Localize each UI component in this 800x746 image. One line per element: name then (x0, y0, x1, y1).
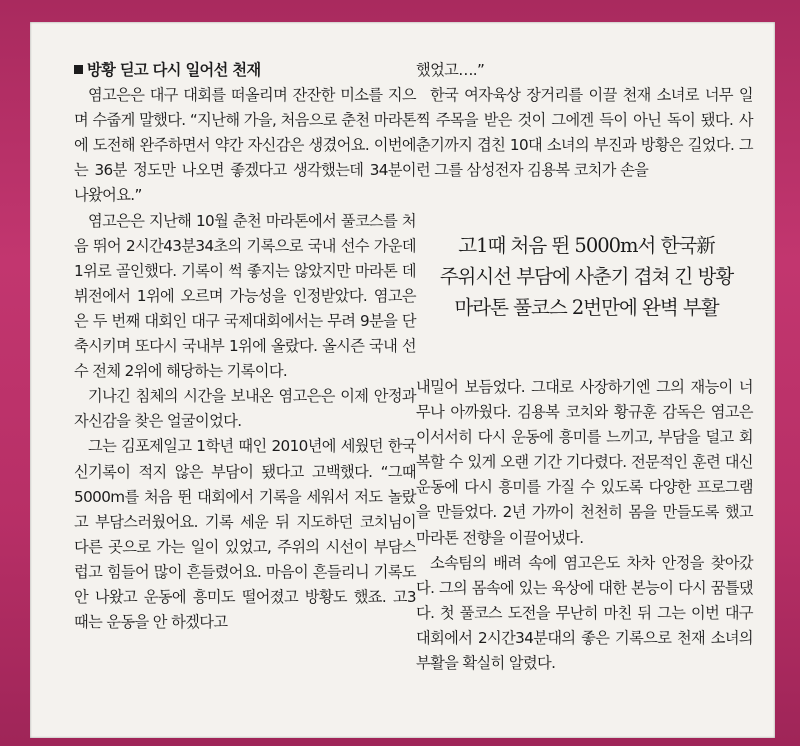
headline-line: 주위시선 부담에 사춘기 겹쳐 긴 방황 (439, 265, 734, 288)
body-paragraph: 기나긴 침체의 시간을 보내온 염고은은 이제 안정과 자신감을 찾은 얼굴이었다. (74, 387, 416, 431)
body-paragraph: 그는 김포제일고 1학년 때인 2010년에 세웠던 한국신기록이 적지 않은 부담이 됐다고 고백했다. “그때 5000m를 처음 뛴 대회에서 기록을 세워서 저도 놀랐고 부담스러웠어요. 기록 세운 뒤 지도하던 코치님이 다른 곳으로 가는 일이 있었고, 주위의 시선이 부담스럽고 힘들어 많이 흔들렸어요. 마음이 흔들리니 기록도 안 나왔고 운동에 흥미도 떨어졌고 방황도 했죠. 고3 때는 운동을 안 하겠다고 (74, 437, 416, 632)
square-bullet-icon (74, 65, 83, 74)
right-column-top (416, 58, 753, 183)
body-paragraph: 소속팀의 배려 속에 염고은도 차차 안정을 찾아갔다. 그의 몸속에 있는 육상에 대한 본능이 다시 꿈틀댔다. 첫 풀코스 도전을 무난히 마친 뒤 그는 이번 대구 대회에서 2시간34분대의 좋은 기록으로 천재 소녀의 부활을 확실히 알렸다. (416, 553, 753, 673)
pull-headline (420, 230, 753, 323)
headline-line: 마라톤 풀코스 2번만에 완벽 부활 (454, 296, 719, 319)
subheading-text: 방황 딛고 다시 일어선 천재 (87, 61, 261, 79)
body-paragraph: 한국 여자육상 장거리를 이끌 천재 소녀로 너무 일찍 주목을 받은 것이 그에겐 득이 아닌 독이 됐다. 사춘기까지 겹친 10대 소녀의 부진과 방황은 길었다. 그런 그를 삼성전자 김용복 코치가 손을 (416, 86, 753, 180)
left-column (74, 58, 416, 635)
body-paragraph: 염고은은 지난해 10월 춘천 마라톤에서 풀코스를 처음 뛰어 2시간43분34초의 기록으로 국내 선수 가운데 1위로 골인했다. 기록이 썩 좋지는 않았지만 마라톤 데뷔전에서 1위에 오르며 가능성을 인정받았다. 염고은은 두 번째 대회인 대구 국제대회에서는 무려 9분을 단축시키며 또다시 국내부 1위에 올랐다. 올시즌 국내 선수 전체 2위에 해당하는 기록이다. (74, 211, 416, 381)
right-column-bottom (416, 375, 753, 676)
body-paragraph: 했었고….” (416, 61, 485, 79)
section-subheading (74, 58, 416, 83)
newspaper-clipping (30, 22, 775, 738)
headline-line: 고1때 처음 뛴 5000m서 한국新 (458, 234, 715, 257)
body-paragraph: 내밀어 보듬었다. 그대로 사장하기엔 그의 재능이 너무나 아까웠다. 김용복 코치와 황규훈 감독은 염고은이서서히 다시 운동에 흥미를 느끼고, 부담을 덜고 회복할 수 있게 오랜 기간 기다렸다. 전문적인 훈련 대신 운동에 다시 흥미를 가질 수 있도록 다양한 프로그램을 만들었다. 2년 가까이 천천히 몸을 만들도록 했고 마라톤 전향을 이끌어냈다. (416, 378, 753, 547)
body-paragraph: 염고은은 대구 대회를 떠올리며 잔잔한 미소를 지으며 수줍게 말했다. “지난해 가을, 처음으로 춘천 마라톤에 도전해 완주하면서 약간 자신감은 생겼어요. 이번에는 36분 정도만 나오면 좋겠다고 생각했는데 34분이 나왔어요.” (74, 86, 416, 205)
